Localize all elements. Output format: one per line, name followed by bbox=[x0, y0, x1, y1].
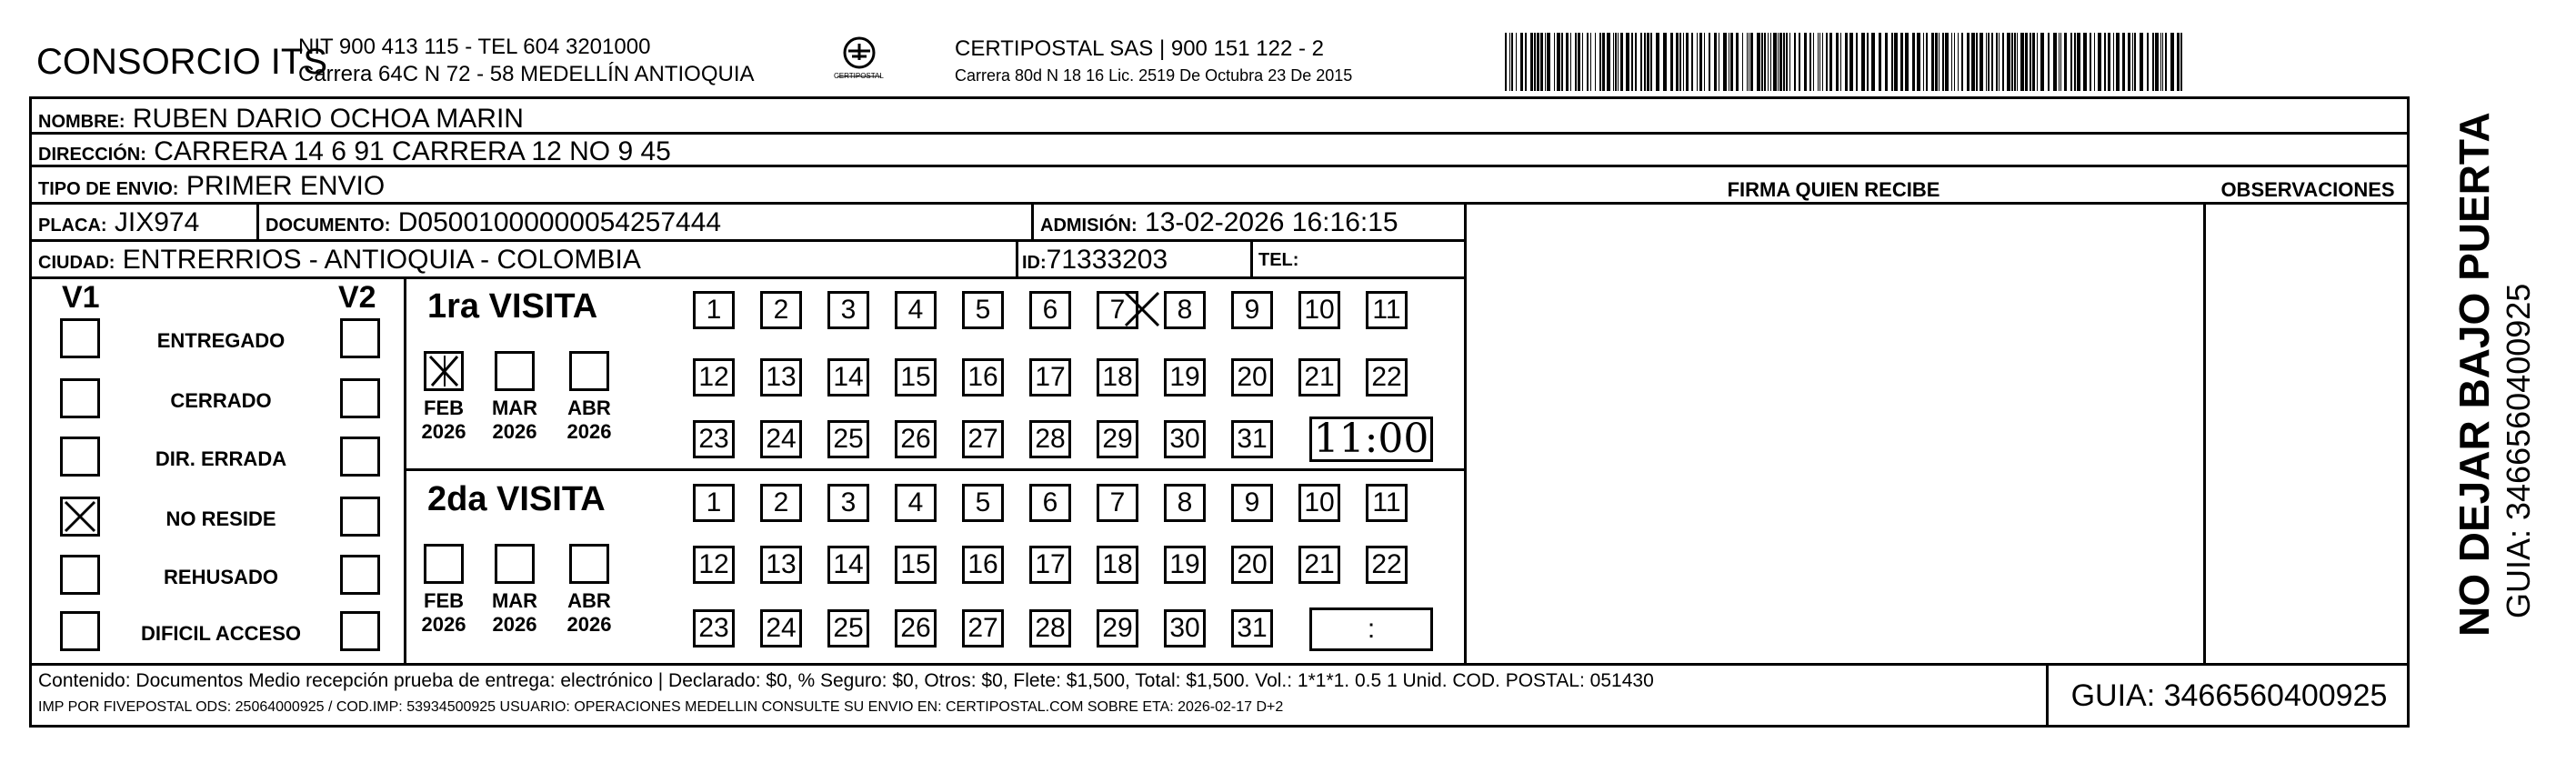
visita2-day-17[interactable]: 17 bbox=[1029, 546, 1071, 584]
nombre-value: RUBEN DARIO OCHOA MARIN bbox=[132, 104, 524, 134]
visita1-day-30[interactable]: 30 bbox=[1164, 420, 1206, 458]
v1-checkbox-1[interactable] bbox=[60, 378, 100, 418]
visita1-day-14[interactable]: 14 bbox=[827, 358, 869, 397]
visita1-day-25[interactable]: 25 bbox=[827, 420, 869, 458]
visita1-month-checkbox-0[interactable] bbox=[424, 351, 464, 391]
visita1-month-checkbox-1[interactable] bbox=[495, 351, 535, 391]
documento-label: DOCUMENTO: bbox=[266, 216, 391, 236]
visita1-day-1[interactable]: 1 bbox=[693, 291, 735, 329]
placa-value: JIX974 bbox=[114, 207, 200, 237]
visita1-day-28[interactable]: 28 bbox=[1029, 420, 1071, 458]
day-18-cross-mark bbox=[1122, 289, 1162, 329]
v2-checkbox-4[interactable] bbox=[340, 555, 380, 595]
visita2-month-label: MAR bbox=[491, 589, 538, 612]
ciudad-value: ENTRERRIOS - ANTIOQUIA - COLOMBIA bbox=[122, 245, 641, 275]
visita1-day-15[interactable]: 15 bbox=[895, 358, 937, 397]
visita1-day-22[interactable]: 22 bbox=[1366, 358, 1408, 397]
placa-label: PLACA: bbox=[38, 216, 107, 236]
footer-meta: IMP POR FIVEPOSTAL ODS: 25064000925 / COD.IMP: 53934500925 USUARIO: OPERACIONES MEDELLIN CONSULTE SU ENVIO EN: CERTIPOSTAL.COM SOBRE ETA: 2026-02-17 D+2 bbox=[38, 699, 1284, 715]
company-info-1: NIT 900 413 115 - TEL 604 3201000 bbox=[298, 35, 651, 59]
visita2-month-label: ABR bbox=[567, 589, 611, 612]
certipostal-logo bbox=[832, 35, 887, 85]
visita2-day-15[interactable]: 15 bbox=[895, 546, 937, 584]
v1-checkbox-4[interactable] bbox=[60, 555, 100, 595]
visita2-month-checkbox-2[interactable] bbox=[569, 544, 609, 584]
company-info-2: Carrera 64C N 72 - 58 MEDELLÍN ANTIOQUIA bbox=[298, 62, 755, 86]
status-option-label: CERRADO bbox=[170, 389, 272, 412]
visita1-month-label: MAR bbox=[491, 397, 538, 419]
visita2-day-21[interactable]: 21 bbox=[1298, 546, 1340, 584]
visita1-day-4[interactable]: 4 bbox=[895, 291, 937, 329]
visita1-day-7[interactable]: 7 bbox=[1097, 291, 1138, 329]
visita1-year-label: 2026 bbox=[421, 420, 466, 443]
v2-checkbox-5[interactable] bbox=[340, 611, 380, 651]
visita1-month-label: ABR bbox=[567, 397, 611, 419]
v2-label: V2 bbox=[338, 280, 376, 315]
visita2-title: 2da VISITA bbox=[427, 480, 606, 518]
visita1-day-24[interactable]: 24 bbox=[760, 420, 802, 458]
tipo-envio-label: TIPO DE ENVIO: bbox=[38, 179, 179, 199]
visita2-day-5[interactable]: 5 bbox=[962, 484, 1004, 522]
visita2-day-3[interactable]: 3 bbox=[827, 484, 869, 522]
visita1-day-8[interactable]: 8 bbox=[1164, 291, 1206, 329]
admision-value: 13-02-2026 16:16:15 bbox=[1145, 207, 1398, 237]
company-name: CONSORCIO ITS bbox=[36, 42, 328, 82]
v2-checkbox-2[interactable] bbox=[340, 437, 380, 477]
visita1-day-12[interactable]: 12 bbox=[693, 358, 735, 397]
visita2-day-8[interactable]: 8 bbox=[1164, 484, 1206, 522]
visita2-day-31[interactable]: 31 bbox=[1231, 609, 1273, 648]
status-option-label: REHUSADO bbox=[164, 566, 278, 588]
visita2-day-19[interactable]: 19 bbox=[1164, 546, 1206, 584]
firma-area[interactable] bbox=[1467, 205, 2203, 663]
visita1-month-checkbox-2[interactable] bbox=[569, 351, 609, 391]
visita1-day-6[interactable]: 6 bbox=[1029, 291, 1071, 329]
visita2-day-6[interactable]: 6 bbox=[1029, 484, 1071, 522]
visita2-day-18[interactable]: 18 bbox=[1097, 546, 1138, 584]
visita2-day-16[interactable]: 16 bbox=[962, 546, 1004, 584]
visita1-day-2[interactable]: 2 bbox=[760, 291, 802, 329]
visita1-day-29[interactable]: 29 bbox=[1097, 420, 1138, 458]
side-warning: NO DEJAR BAJO PUERTA bbox=[2451, 112, 2498, 637]
visita2-day-20[interactable]: 20 bbox=[1231, 546, 1273, 584]
visita1-month-label: FEB bbox=[424, 397, 464, 419]
visita1-day-26[interactable]: 26 bbox=[895, 420, 937, 458]
visita1-day-18[interactable]: 18 bbox=[1097, 358, 1138, 397]
visita2-month-label: FEB bbox=[424, 589, 464, 612]
visita2-day-14[interactable]: 14 bbox=[827, 546, 869, 584]
visita1-year-label: 2026 bbox=[566, 420, 612, 443]
visita1-day-3[interactable]: 3 bbox=[827, 291, 869, 329]
visita2-day-29[interactable]: 29 bbox=[1097, 609, 1138, 648]
direccion-label: DIRECCIÓN: bbox=[38, 145, 146, 165]
admision-label: ADMISIÓN: bbox=[1040, 216, 1138, 236]
visita2-day-22[interactable]: 22 bbox=[1366, 546, 1408, 584]
status-option-label: ENTREGADO bbox=[156, 329, 286, 352]
v1-checkbox-2[interactable] bbox=[60, 437, 100, 477]
visita2-day-24[interactable]: 24 bbox=[760, 609, 802, 648]
logo-text: CERTIPOSTAL bbox=[834, 72, 884, 80]
id-value: 71333203 bbox=[1046, 245, 1168, 275]
v1-label: V1 bbox=[62, 280, 100, 315]
visita1-day-27[interactable]: 27 bbox=[962, 420, 1004, 458]
visita1-day-5[interactable]: 5 bbox=[962, 291, 1004, 329]
visita2-day-27[interactable]: 27 bbox=[962, 609, 1004, 648]
visita1-day-19[interactable]: 19 bbox=[1164, 358, 1206, 397]
barcode-icon bbox=[1505, 33, 2187, 91]
nombre-label: NOMBRE: bbox=[38, 112, 125, 132]
visita2-day-28[interactable]: 28 bbox=[1029, 609, 1071, 648]
visita2-day-10[interactable]: 10 bbox=[1298, 484, 1340, 522]
visita1-day-16[interactable]: 16 bbox=[962, 358, 1004, 397]
visita1-day-17[interactable]: 17 bbox=[1029, 358, 1071, 397]
visita2-day-12[interactable]: 12 bbox=[693, 546, 735, 584]
visita2-day-1[interactable]: 1 bbox=[693, 484, 735, 522]
visita2-day-26[interactable]: 26 bbox=[895, 609, 937, 648]
side-panel bbox=[2419, 112, 2555, 637]
carrier-info-1: CERTIPOSTAL SAS | 900 151 122 - 2 bbox=[955, 36, 1324, 61]
visita2-day-25[interactable]: 25 bbox=[827, 609, 869, 648]
v1-checkbox-3[interactable] bbox=[60, 497, 100, 537]
observaciones-label: OBSERVACIONES bbox=[2220, 178, 2395, 201]
visita2-month-checkbox-1[interactable] bbox=[495, 544, 535, 584]
visita1-day-23[interactable]: 23 bbox=[693, 420, 735, 458]
visita2-year-label: 2026 bbox=[421, 613, 466, 636]
footer-content: Contenido: Documentos Medio recepción prueba de entrega: electrónico | Declarado: $0, % Seguro: $0, Otros: $0, Flete: $1,500, Total: $1,500. Vol.: 1*1*1. 0.5 1 Unid. COD. POSTAL: 051430 bbox=[38, 670, 1654, 691]
tipo-envio-value: PRIMER ENVIO bbox=[185, 171, 386, 201]
id-label: ID: bbox=[1022, 253, 1047, 273]
footer-guia: GUIA: 3466560400925 bbox=[2070, 678, 2388, 713]
visita1-year-label: 2026 bbox=[492, 420, 537, 443]
ciudad-label: CIUDAD: bbox=[38, 253, 115, 273]
carrier-info-2: Carrera 80d N 18 16 Lic. 2519 De Octubra 23 De 2015 bbox=[955, 66, 1353, 85]
visita2-year-label: 2026 bbox=[492, 613, 537, 636]
visita1-title: 1ra VISITA bbox=[427, 287, 598, 326]
visita2-day-11[interactable]: 11 bbox=[1366, 484, 1408, 522]
tel-label: TEL: bbox=[1258, 250, 1299, 270]
visita2-year-label: 2026 bbox=[566, 613, 612, 636]
observaciones-area[interactable] bbox=[2206, 205, 2410, 663]
visita2-time-label: : bbox=[1367, 614, 1376, 644]
v1-checkbox-0[interactable] bbox=[60, 318, 100, 358]
documento-value: D05001000000054257444 bbox=[397, 207, 722, 237]
firma-label: FIRMA QUIEN RECIBE bbox=[1727, 178, 1940, 201]
status-option-label: DIR. ERRADA bbox=[155, 447, 287, 470]
v2-checkbox-0[interactable] bbox=[340, 318, 380, 358]
v1-checkbox-5[interactable] bbox=[60, 611, 100, 651]
visita2-day-7[interactable]: 7 bbox=[1097, 484, 1138, 522]
visita2-day-4[interactable]: 4 bbox=[895, 484, 937, 522]
side-guia: GUIA: 3466560400925 bbox=[2500, 283, 2537, 618]
v2-checkbox-1[interactable] bbox=[340, 378, 380, 418]
visita1-day-31[interactable]: 31 bbox=[1231, 420, 1273, 458]
status-option-label: DIFICIL ACCESO bbox=[140, 622, 301, 645]
visita1-day-13[interactable]: 13 bbox=[760, 358, 802, 397]
visita2-month-checkbox-0[interactable] bbox=[424, 544, 464, 584]
visita1-day-9[interactable]: 9 bbox=[1231, 291, 1273, 329]
visita2-day-9[interactable]: 9 bbox=[1231, 484, 1273, 522]
visita1-day-20[interactable]: 20 bbox=[1231, 358, 1273, 397]
visita2-day-23[interactable]: 23 bbox=[693, 609, 735, 648]
visita1-time-handwritten: 11:00 bbox=[1313, 416, 1429, 462]
status-option-label: NO RESIDE bbox=[165, 507, 276, 530]
direccion-value: CARRERA 14 6 91 CARRERA 12 NO 9 45 bbox=[154, 136, 671, 166]
visita2-day-2[interactable]: 2 bbox=[760, 484, 802, 522]
visita2-day-13[interactable]: 13 bbox=[760, 546, 802, 584]
visita1-day-11[interactable]: 11 bbox=[1366, 291, 1408, 329]
visita2-day-30[interactable]: 30 bbox=[1164, 609, 1206, 648]
v2-checkbox-3[interactable] bbox=[340, 497, 380, 537]
visita1-day-10[interactable]: 10 bbox=[1298, 291, 1340, 329]
visita1-day-21[interactable]: 21 bbox=[1298, 358, 1340, 397]
